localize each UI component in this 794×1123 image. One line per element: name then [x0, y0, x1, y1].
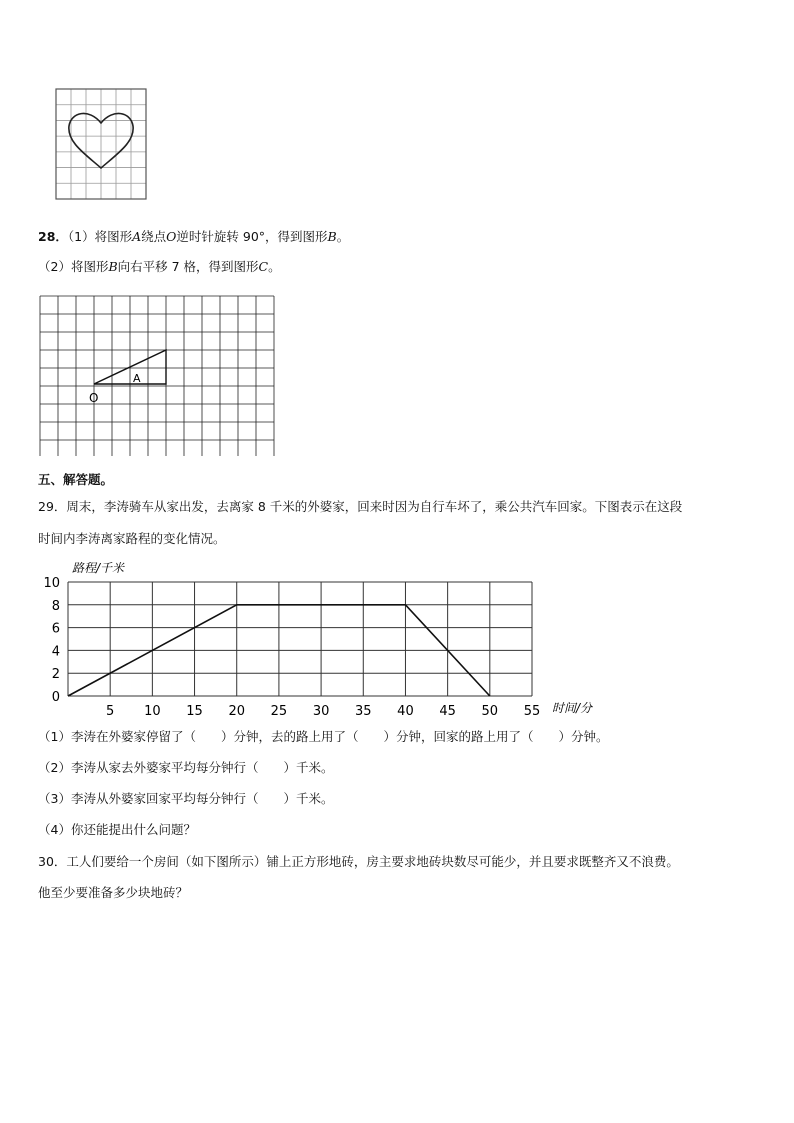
- chart-x-tick-label: 10: [144, 704, 161, 719]
- chart-x-tick-label: 25: [270, 704, 288, 719]
- q28-part2-fig-b: B: [108, 259, 118, 274]
- chart-grid: [68, 582, 532, 696]
- heart-grid-lines: [56, 89, 146, 199]
- chart-x-tick-label: 30: [312, 704, 330, 719]
- q28-part1-end: 。: [336, 229, 350, 244]
- chart-x-axis-label: 时间/分: [552, 701, 593, 715]
- heart-grid-figure: [55, 88, 147, 200]
- q28-part2-text-b: 向右平移 7 格，得到图形: [117, 259, 259, 274]
- chart-x-tick-labels: [106, 704, 540, 719]
- chart-x-tick-label: 5: [106, 704, 115, 719]
- chart-x-tick-label: 40: [397, 704, 414, 719]
- chart-y-tick-label: 10: [43, 576, 60, 591]
- q28-part2-text-a: （2）将图形: [38, 259, 109, 274]
- q30-line1: 30．工人们要给一个房间（如下图所示）铺上正方形地砖，房主要求地砖块数尽可能少，并且要求既整齐又不浪费。: [38, 854, 679, 869]
- chart-y-tick-label: 4: [51, 644, 60, 660]
- chart-y-tick-label: 6: [51, 621, 60, 637]
- section-title: 五、解答题。: [38, 472, 114, 487]
- q28-part1: [38, 229, 349, 245]
- chart-x-tick-label: 15: [186, 704, 203, 719]
- q30-line2: 他至少要准备多少块地砖？: [38, 885, 189, 900]
- q28-part2-end: 。: [268, 259, 281, 274]
- q29-sub4: （4）你还能提出什么问题？: [38, 822, 196, 837]
- q29-line1: 29．周末，李涛骑车从家出发，去离家 8 千米的外婆家，回来时因为自行车坏了，乘公共汽车回家。下图表示在这段: [38, 499, 683, 514]
- q28-part1-text-c: 逆时针旋转 90°，得到图形: [176, 229, 328, 244]
- q29-line2: 时间内李涛离家路程的变化情况。: [38, 531, 226, 546]
- triangle-a-label: A: [133, 372, 141, 385]
- q29-sub1: （1）李涛在外婆家停留了（ ）分钟，去的路上用了（ ）分钟，回家的路上用了（ ）分钟。: [38, 729, 609, 744]
- q29-sub2: （2）李涛从家去外婆家平均每分钟行（ ）千米。: [38, 760, 334, 775]
- chart-x-tick-label: 50: [481, 704, 499, 719]
- chart-x-tick-label: 45: [439, 704, 456, 719]
- chart-y-tick-labels: [43, 576, 60, 705]
- q28-part1-text-a: （1）将图形: [67, 229, 133, 244]
- chart-y-tick-label: 0: [51, 690, 60, 705]
- q28-number: 28．: [38, 229, 68, 244]
- q28-part2: [38, 259, 281, 275]
- q29-sub3: （3）李涛从外婆家回家平均每分钟行（ ）千米。: [38, 791, 334, 806]
- q28-fig-c: C: [258, 259, 269, 274]
- distance-time-chart: [30, 558, 620, 723]
- q28-fig-a: A: [132, 229, 142, 244]
- rotation-grid-lines: [40, 296, 274, 456]
- q28-fig-b: B: [327, 229, 337, 244]
- chart-y-tick-label: 2: [51, 667, 60, 683]
- chart-x-tick-label: 20: [228, 704, 246, 719]
- chart-y-tick-label: 8: [51, 598, 60, 614]
- q28-point-o: O: [166, 229, 177, 244]
- q28-part1-text-b: 绕点: [141, 229, 167, 244]
- point-o-label: O: [89, 391, 99, 405]
- rotation-grid-figure: [38, 294, 278, 456]
- chart-x-tick-label: 55: [523, 704, 541, 719]
- chart-x-tick-label: 35: [354, 704, 372, 719]
- chart-y-axis-label: 路程/千米: [72, 561, 125, 575]
